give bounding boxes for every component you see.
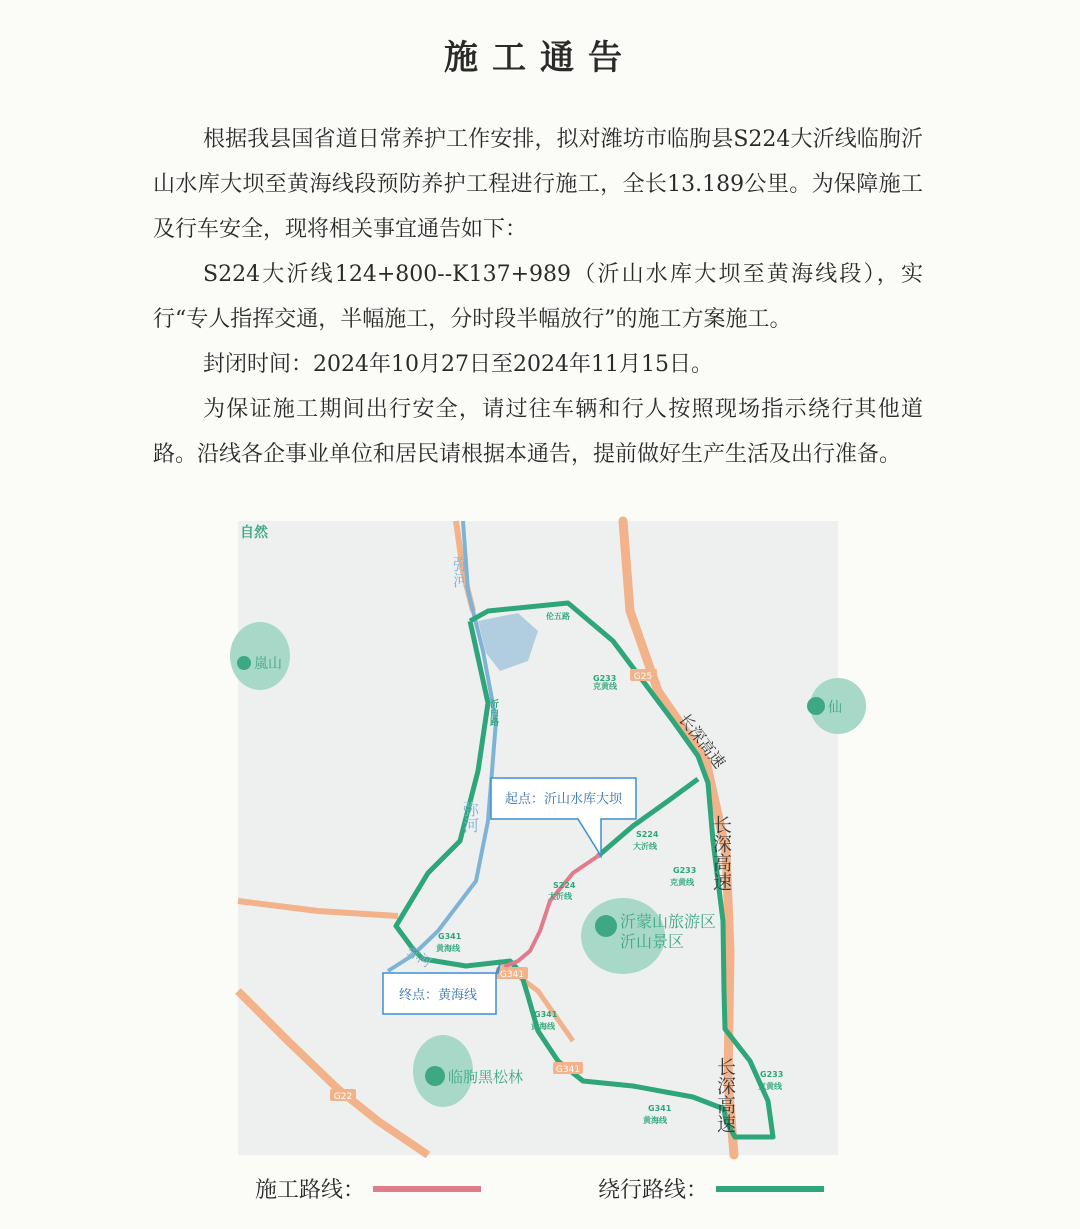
shield-g341-b	[553, 1062, 583, 1075]
svg-text:终点：黄海线: 终点：黄海线	[399, 988, 478, 1003]
legend-detour	[598, 1173, 824, 1204]
shield-g25	[630, 669, 657, 682]
g233-north-code: G233	[593, 674, 617, 683]
lanshan-poi	[237, 655, 282, 672]
s224-east-code: S224	[636, 830, 659, 839]
svg-text:临朐黑松林: 临朐黑松林	[448, 1068, 524, 1086]
svg-text:G341: G341	[555, 1065, 581, 1075]
road-g22	[238, 991, 428, 1155]
s224-east-name: 大沂线	[633, 842, 657, 851]
g341-west-code: G341	[438, 932, 462, 941]
g233-mid-name: 克黄线	[670, 878, 694, 887]
g341-south-name: 黄海线	[643, 1116, 667, 1125]
notice-paragraph-4: 为保证施工期间出行安全，请过往车辆和行人按照现场指示绕行其他道路。沿线各企事业单位和居民请根据本通告，提前做好生产生活及出行准备。	[153, 397, 923, 467]
mi-river-label-north: 弥河	[450, 556, 470, 588]
legend-construction-swatch	[373, 1186, 481, 1192]
notice-paragraph-3: 封闭时间：2024年10月27日至2024年11月15日。	[203, 352, 713, 377]
shield-g341-a	[496, 967, 528, 980]
g341-mid-name: 黄海线	[531, 1022, 555, 1031]
mi-river-label-south: 弥河	[403, 943, 434, 972]
mountain-icon	[425, 1066, 445, 1086]
g233-south-code: G233	[760, 1070, 784, 1079]
mi-river-label-mid: 弥河	[460, 801, 480, 833]
svg-text:嵐山: 嵐山	[254, 656, 282, 672]
g341-mid-code: G341	[534, 1010, 558, 1019]
yibai-road-label: 沂白路	[488, 699, 498, 726]
mountain-icon	[595, 915, 617, 937]
nature-label: 自然	[240, 525, 268, 541]
g233-north-name: 克黄线	[593, 682, 617, 691]
svg-text:G25: G25	[633, 672, 653, 682]
end-point-callout	[383, 964, 500, 1014]
route-map-graphic	[238, 521, 842, 1155]
changshen-expressway-label-south: 长深高速	[714, 1057, 736, 1133]
heisonglin-poi	[425, 1066, 523, 1086]
lunwu-road-label: 伦五路	[546, 612, 570, 621]
g233-mid-code: G233	[673, 866, 697, 875]
legend-detour-label: 绕行路线：	[598, 1178, 709, 1203]
notice-paragraph-2: S224大沂线124+800--K137+989（沂山水库大坝至黄海线段），实行“专人指挥交通，半幅施工，分时段半幅放行”的施工方案施工。	[153, 262, 923, 332]
svg-text:仙: 仙	[828, 700, 842, 716]
svg-text:沂山景区: 沂山景区	[620, 932, 685, 951]
svg-text:G22: G22	[333, 1092, 353, 1102]
svg-text:起点：沂山水库大坝: 起点：沂山水库大坝	[505, 792, 623, 807]
legend-detour-swatch	[716, 1186, 824, 1192]
legend-construction	[255, 1173, 481, 1204]
changshen-expressway-label-mid: 长深高速	[710, 815, 732, 891]
notice-title: 施工通告	[444, 38, 636, 78]
mountain-icon	[237, 656, 251, 670]
notice-paragraph-1: 根据我县国省道日常养护工作安排，拟对潍坊市临朐县S224大沂线临朐沂山水库大坝至黄海线段预防养护工程进行施工，全长13.189公里。为保障施工及行车安全，现将相关事宜通告如下：	[153, 127, 923, 242]
changshen-expressway-label-north: 长深高速	[674, 709, 730, 772]
mountain-icon	[807, 697, 825, 715]
svg-text:沂蒙山旅游区: 沂蒙山旅游区	[620, 912, 717, 931]
g233-south-name: 克黄线	[758, 1082, 782, 1091]
g341-west-name: 黄海线	[436, 944, 460, 953]
shield-g22	[330, 1089, 356, 1102]
route-map	[238, 521, 842, 1155]
road-west	[238, 901, 398, 916]
g341-south-code: G341	[648, 1104, 672, 1113]
s224-west-name: 大沂线	[548, 892, 572, 901]
legend-construction-label: 施工路线：	[255, 1178, 366, 1203]
s224-west-code: S224	[553, 881, 576, 890]
svg-text:G341: G341	[499, 970, 525, 980]
